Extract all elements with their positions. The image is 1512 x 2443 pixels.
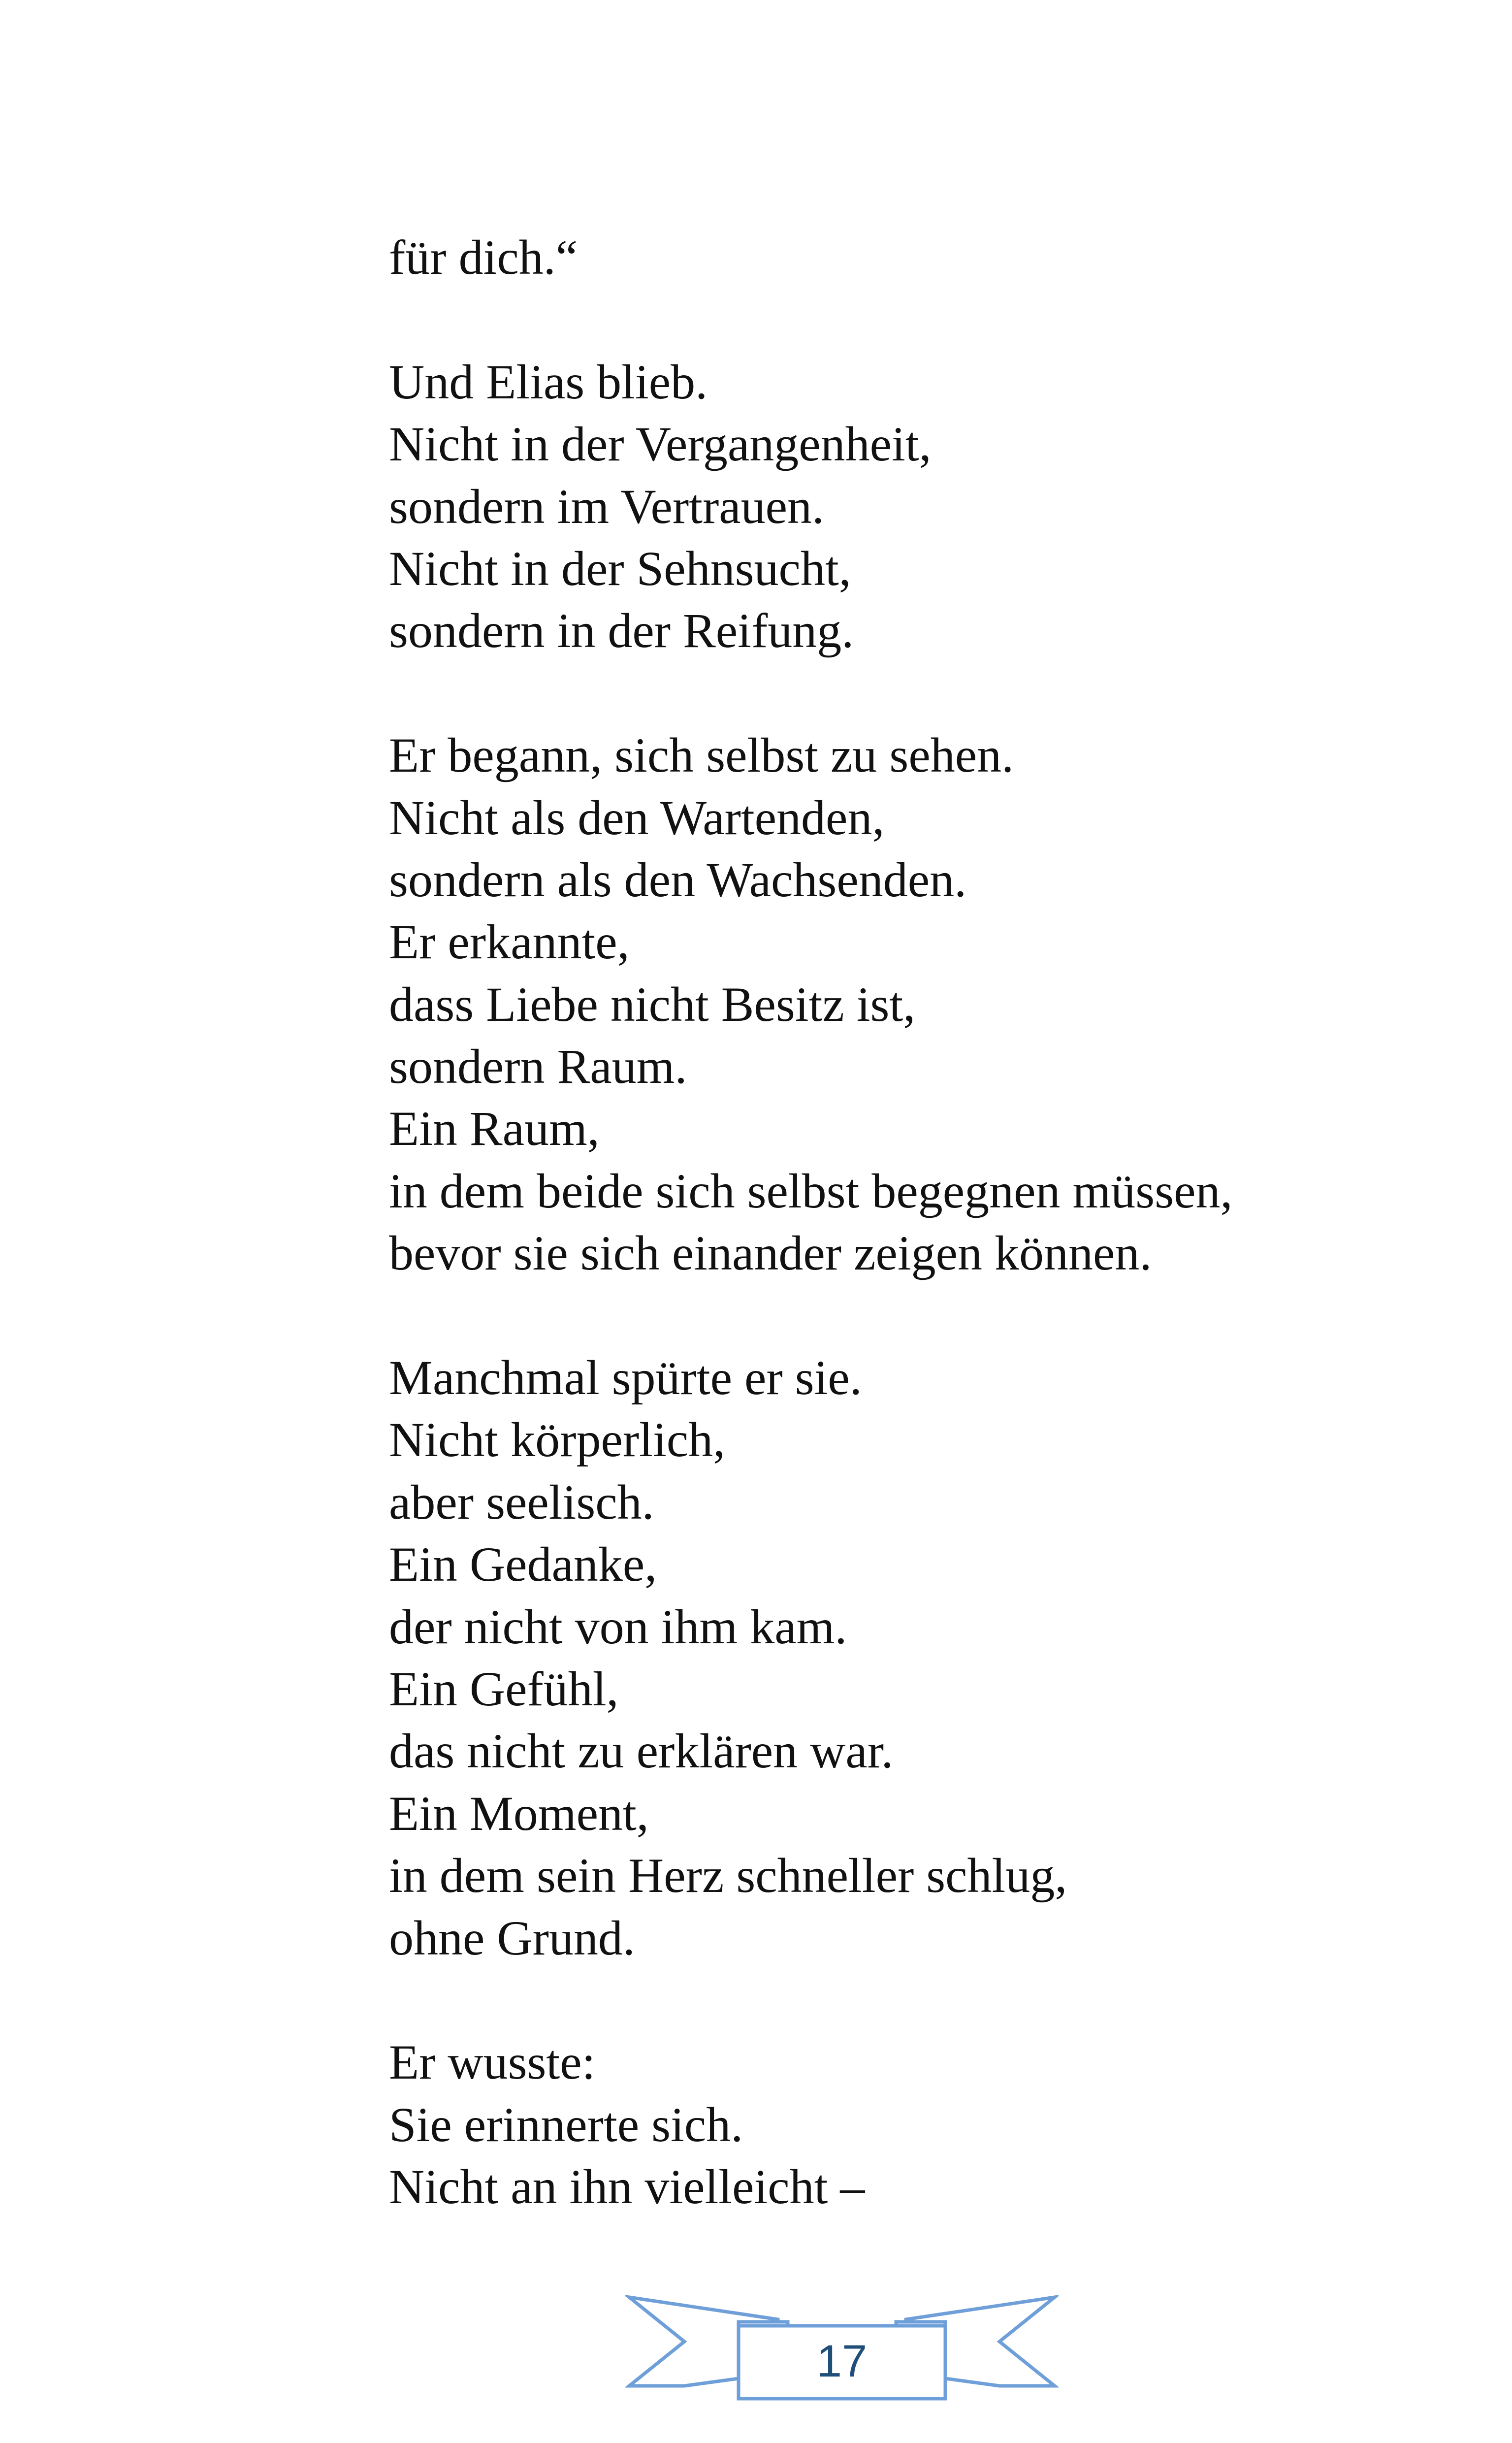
- poem-line: Ein Gefühl,: [389, 1661, 619, 1716]
- poem-line: Er begann, sich selbst zu sehen.: [389, 728, 1014, 783]
- poem-line: der nicht von ihm kam.: [389, 1599, 847, 1654]
- poem-line: in dem beide sich selbst begegnen müssen,: [389, 1163, 1233, 1218]
- poem-line: Sie erinnerte sich.: [389, 2097, 743, 2152]
- poem-line: Manchmal spürte er sie.: [389, 1350, 862, 1405]
- poem-line: Und Elias blieb.: [389, 354, 708, 409]
- poem-line: aber seelisch.: [389, 1474, 654, 1530]
- poem-line: Er wusste:: [389, 2035, 596, 2090]
- poem-line: Ein Raum,: [389, 1101, 600, 1156]
- poem-line: sondern Raum.: [389, 1039, 687, 1094]
- poem-line: Nicht als den Wartenden,: [389, 790, 885, 845]
- poem-line: dass Liebe nicht Besitz ist,: [389, 977, 916, 1032]
- poem-line: Ein Moment,: [389, 1786, 649, 1841]
- poem-line: Nicht in der Sehnsucht,: [389, 541, 851, 596]
- stanza-gap: [389, 1969, 1423, 2031]
- page-number-banner: [625, 2292, 1059, 2420]
- poem-line: sondern als den Wachsenden.: [389, 852, 967, 907]
- poem-line: das nicht zu erklären war.: [389, 1724, 894, 1779]
- page-number: 17: [816, 2336, 868, 2386]
- poem-line: ohne Grund.: [389, 1910, 635, 1965]
- poem-line: bevor sie sich einander zeigen können.: [389, 1226, 1152, 1281]
- poem-line: Nicht körperlich,: [389, 1412, 726, 1467]
- poem-line: Ein Gedanke,: [389, 1537, 657, 1592]
- poem-line: Nicht an ihn vielleicht –: [389, 2159, 865, 2215]
- poem-line: sondern in der Reifung.: [389, 603, 854, 658]
- stanza-gap: [389, 289, 1423, 351]
- poem-line: sondern im Vertrauen.: [389, 479, 825, 534]
- poem-text: [389, 227, 1423, 2218]
- poem-line: Nicht in der Vergangenheit,: [389, 417, 932, 472]
- poem-line: Er erkannte,: [389, 914, 630, 970]
- stanza-gap: [389, 1285, 1423, 1347]
- poem-line: für dich.“: [389, 230, 578, 285]
- stanza-gap: [389, 662, 1423, 724]
- poem-line: in dem sein Herz schneller schlug,: [389, 1848, 1067, 1903]
